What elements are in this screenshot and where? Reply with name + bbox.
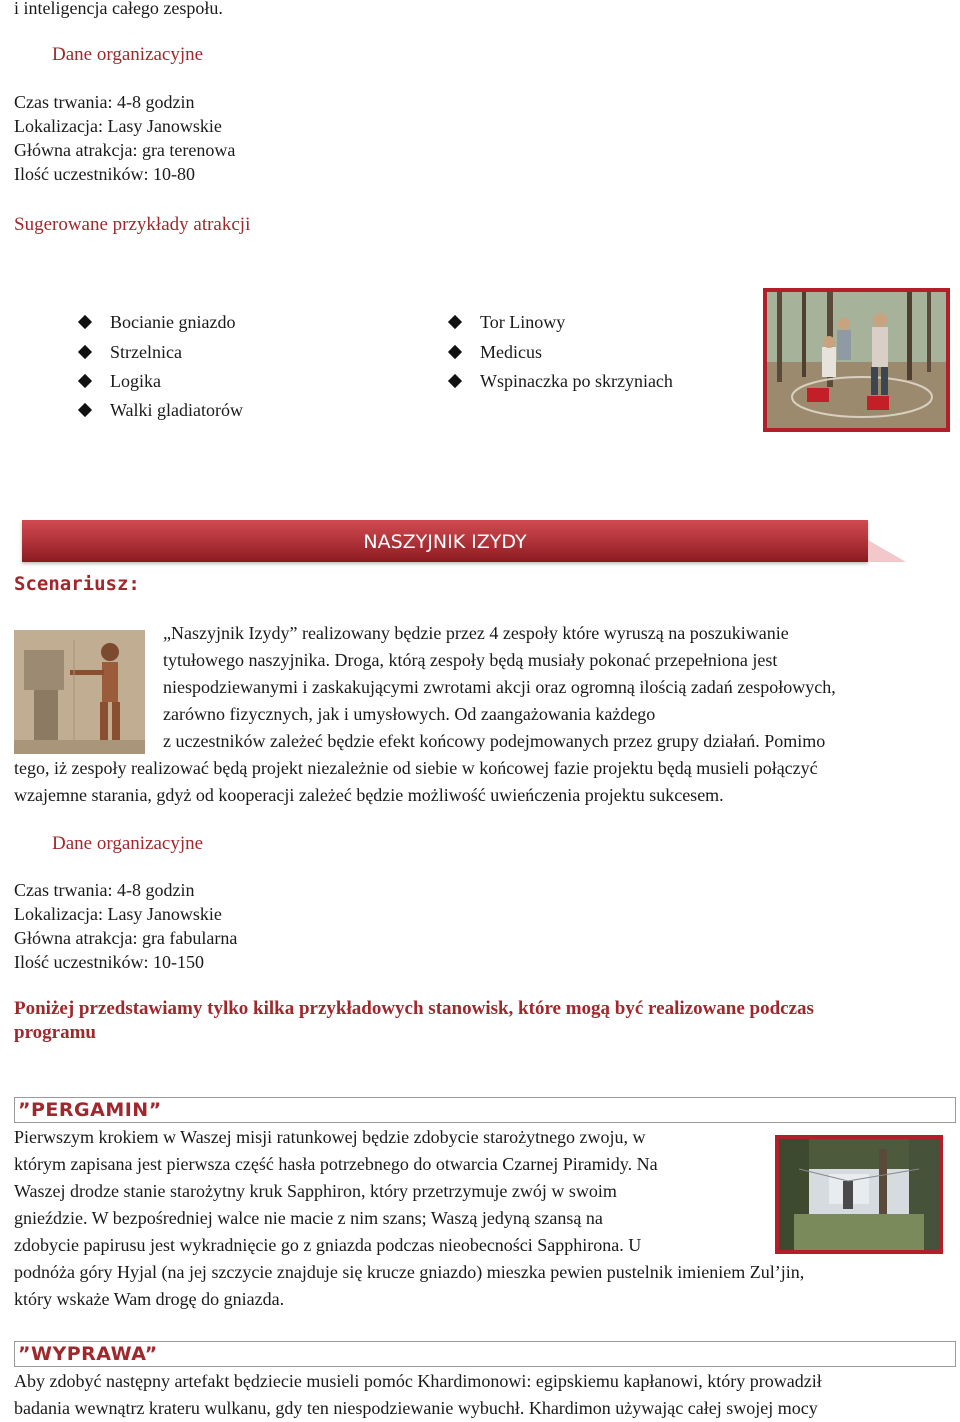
text-line: Poniżej przedstawiamy tylko kilka przykładowych stanowisk, które mogą być realizowane podczas bbox=[14, 998, 814, 1019]
org-line-duration: Czas trwania: 4-8 godzin bbox=[14, 880, 195, 900]
tree-canopy-photo bbox=[775, 1135, 943, 1254]
diamond-bullet-icon bbox=[78, 344, 92, 358]
text-line: Pierwszym krokiem w Waszej misji ratunkowej będzie zdobycie starożytnego zwoju, w bbox=[14, 1127, 646, 1147]
attraction-label: Medicus bbox=[480, 341, 542, 362]
diamond-bullet-icon bbox=[78, 402, 92, 416]
text-line: Waszej drodze stanie starożytny kruk Sapphiron, który przetrzymuje zwój w swoim bbox=[14, 1181, 617, 1201]
diamond-bullet-icon bbox=[78, 314, 92, 328]
text-line: tytułowego naszyjnika. Droga, którą zespoły będą musiały pokonać przepełniona jest bbox=[163, 650, 778, 670]
org-line-attraction: Główna atrakcja: gra terenowa bbox=[14, 140, 236, 160]
attraction-item bbox=[448, 366, 673, 395]
text-line: „Naszyjnik Izydy” realizowany będzie przez 4 zespoły które wyruszą na poszukiwanie bbox=[163, 623, 789, 643]
text-line: tego, iż zespoły realizować będą projekt niezależnie od siebie w końcowej fazie projektu będą musieli połączyć bbox=[14, 758, 818, 778]
org-line-location: Lokalizacja: Lasy Janowskie bbox=[14, 904, 222, 924]
attraction-item bbox=[78, 366, 161, 395]
egyptian-relief-photo bbox=[14, 630, 145, 754]
attraction-item bbox=[448, 307, 565, 336]
org-line-attraction: Główna atrakcja: gra fabularna bbox=[14, 928, 238, 948]
wyprawa-text bbox=[14, 1368, 944, 1422]
org-data-heading-2: Dane organizacyjne bbox=[52, 833, 204, 854]
text-line: zarówno fizycznych, jak i umysłowych. Od zaangażowania każdego bbox=[163, 704, 656, 724]
text-line: wzajemne starania, gdyż od kooperacji zależeć będzie możliwość uwieńczenia projektu sukcesem. bbox=[14, 785, 724, 805]
suggested-attractions-heading: Sugerowane przykłady atrakcji bbox=[14, 214, 251, 235]
diamond-bullet-icon bbox=[448, 373, 462, 387]
text-line: badania wewnątrz krateru wulkanu, gdy ten niespodziewanie wybuchł. Khardimon używając całej swojej mocy bbox=[14, 1398, 818, 1418]
scenario-banner-title: NASZYJNIK IZYDY bbox=[363, 531, 527, 553]
pergamin-text-continued bbox=[14, 1259, 944, 1313]
org-line-location: Lokalizacja: Lasy Janowskie bbox=[14, 116, 222, 136]
stations-heading bbox=[14, 997, 944, 1045]
attraction-item bbox=[448, 337, 542, 366]
org-data-list-2 bbox=[14, 878, 237, 974]
text-line: gnieździe. W bezpośredniej walce nie macie z nim szans; Waszą jedyną szansą na bbox=[14, 1208, 603, 1228]
wyprawa-title: ”WYPRAWA” bbox=[18, 1343, 158, 1365]
attraction-label: Walki gladiatorów bbox=[110, 399, 244, 420]
scenario-intro bbox=[163, 620, 933, 755]
text-line: niespodziewanymi i zaskakującymi zwrotami akcji oraz ogromną ilością zadań zespołowych, bbox=[163, 677, 836, 697]
pergamin-title-text: PERGAMIN bbox=[31, 1099, 149, 1121]
banner-fold-decoration bbox=[868, 540, 906, 562]
continued-text: i inteligencja całego zespołu. bbox=[14, 0, 223, 18]
text-line: zdobycie papirusu jest wykradnięcie go z gniazda podczas nieobecności Sapphirona. U bbox=[14, 1235, 642, 1255]
attraction-item bbox=[78, 307, 235, 336]
scenario-continued bbox=[14, 755, 944, 809]
org-data-list-1 bbox=[14, 90, 235, 186]
diamond-bullet-icon bbox=[78, 373, 92, 387]
text-line: podnóża góry Hyjal (na jej szczycie znajduje się krucze gniazdo) mieszka pewien pustelnik imieniem Zul’jin, bbox=[14, 1262, 805, 1282]
attraction-item bbox=[78, 337, 182, 366]
org-line-participants: Ilość uczestników: 10-80 bbox=[14, 164, 195, 184]
attraction-label: Bocianie gniazdo bbox=[110, 311, 236, 332]
wyprawa-title-text: WYPRAWA bbox=[31, 1343, 145, 1365]
attraction-label: Tor Linowy bbox=[480, 311, 566, 332]
attraction-label: Wspinaczka po skrzyniach bbox=[480, 370, 673, 391]
text-line: którym zapisana jest pierwsza część hasła potrzebnego do otwarcia Czarnej Piramidy. Na bbox=[14, 1154, 658, 1174]
org-data-heading-1: Dane organizacyjne bbox=[52, 44, 204, 65]
pergamin-title: ”PERGAMIN” bbox=[18, 1099, 162, 1121]
text-line: Aby zdobyć następny artefakt będziecie musieli pomóc Khardimonowi: egipskiemu kapłanowi, który prowadził bbox=[14, 1371, 822, 1391]
text-line: który wskaże Wam drogę do gniazda. bbox=[14, 1289, 285, 1309]
attraction-label: Logika bbox=[110, 370, 161, 391]
attraction-label: Strzelnica bbox=[110, 341, 182, 362]
pergamin-text bbox=[14, 1124, 750, 1259]
diamond-bullet-icon bbox=[448, 344, 462, 358]
attraction-item bbox=[78, 395, 243, 424]
text-line: programu bbox=[14, 1022, 96, 1043]
text-line: z uczestników zależeć będzie efekt końcowy podejmowanych przez grupy działań. Pomimo bbox=[163, 731, 826, 751]
diamond-bullet-icon bbox=[448, 314, 462, 328]
scenario-label: Scenariusz: bbox=[14, 573, 140, 595]
forest-rope-course-photo bbox=[763, 288, 950, 432]
org-line-participants: Ilość uczestników: 10-150 bbox=[14, 952, 204, 972]
org-line-duration: Czas trwania: 4-8 godzin bbox=[14, 92, 195, 112]
